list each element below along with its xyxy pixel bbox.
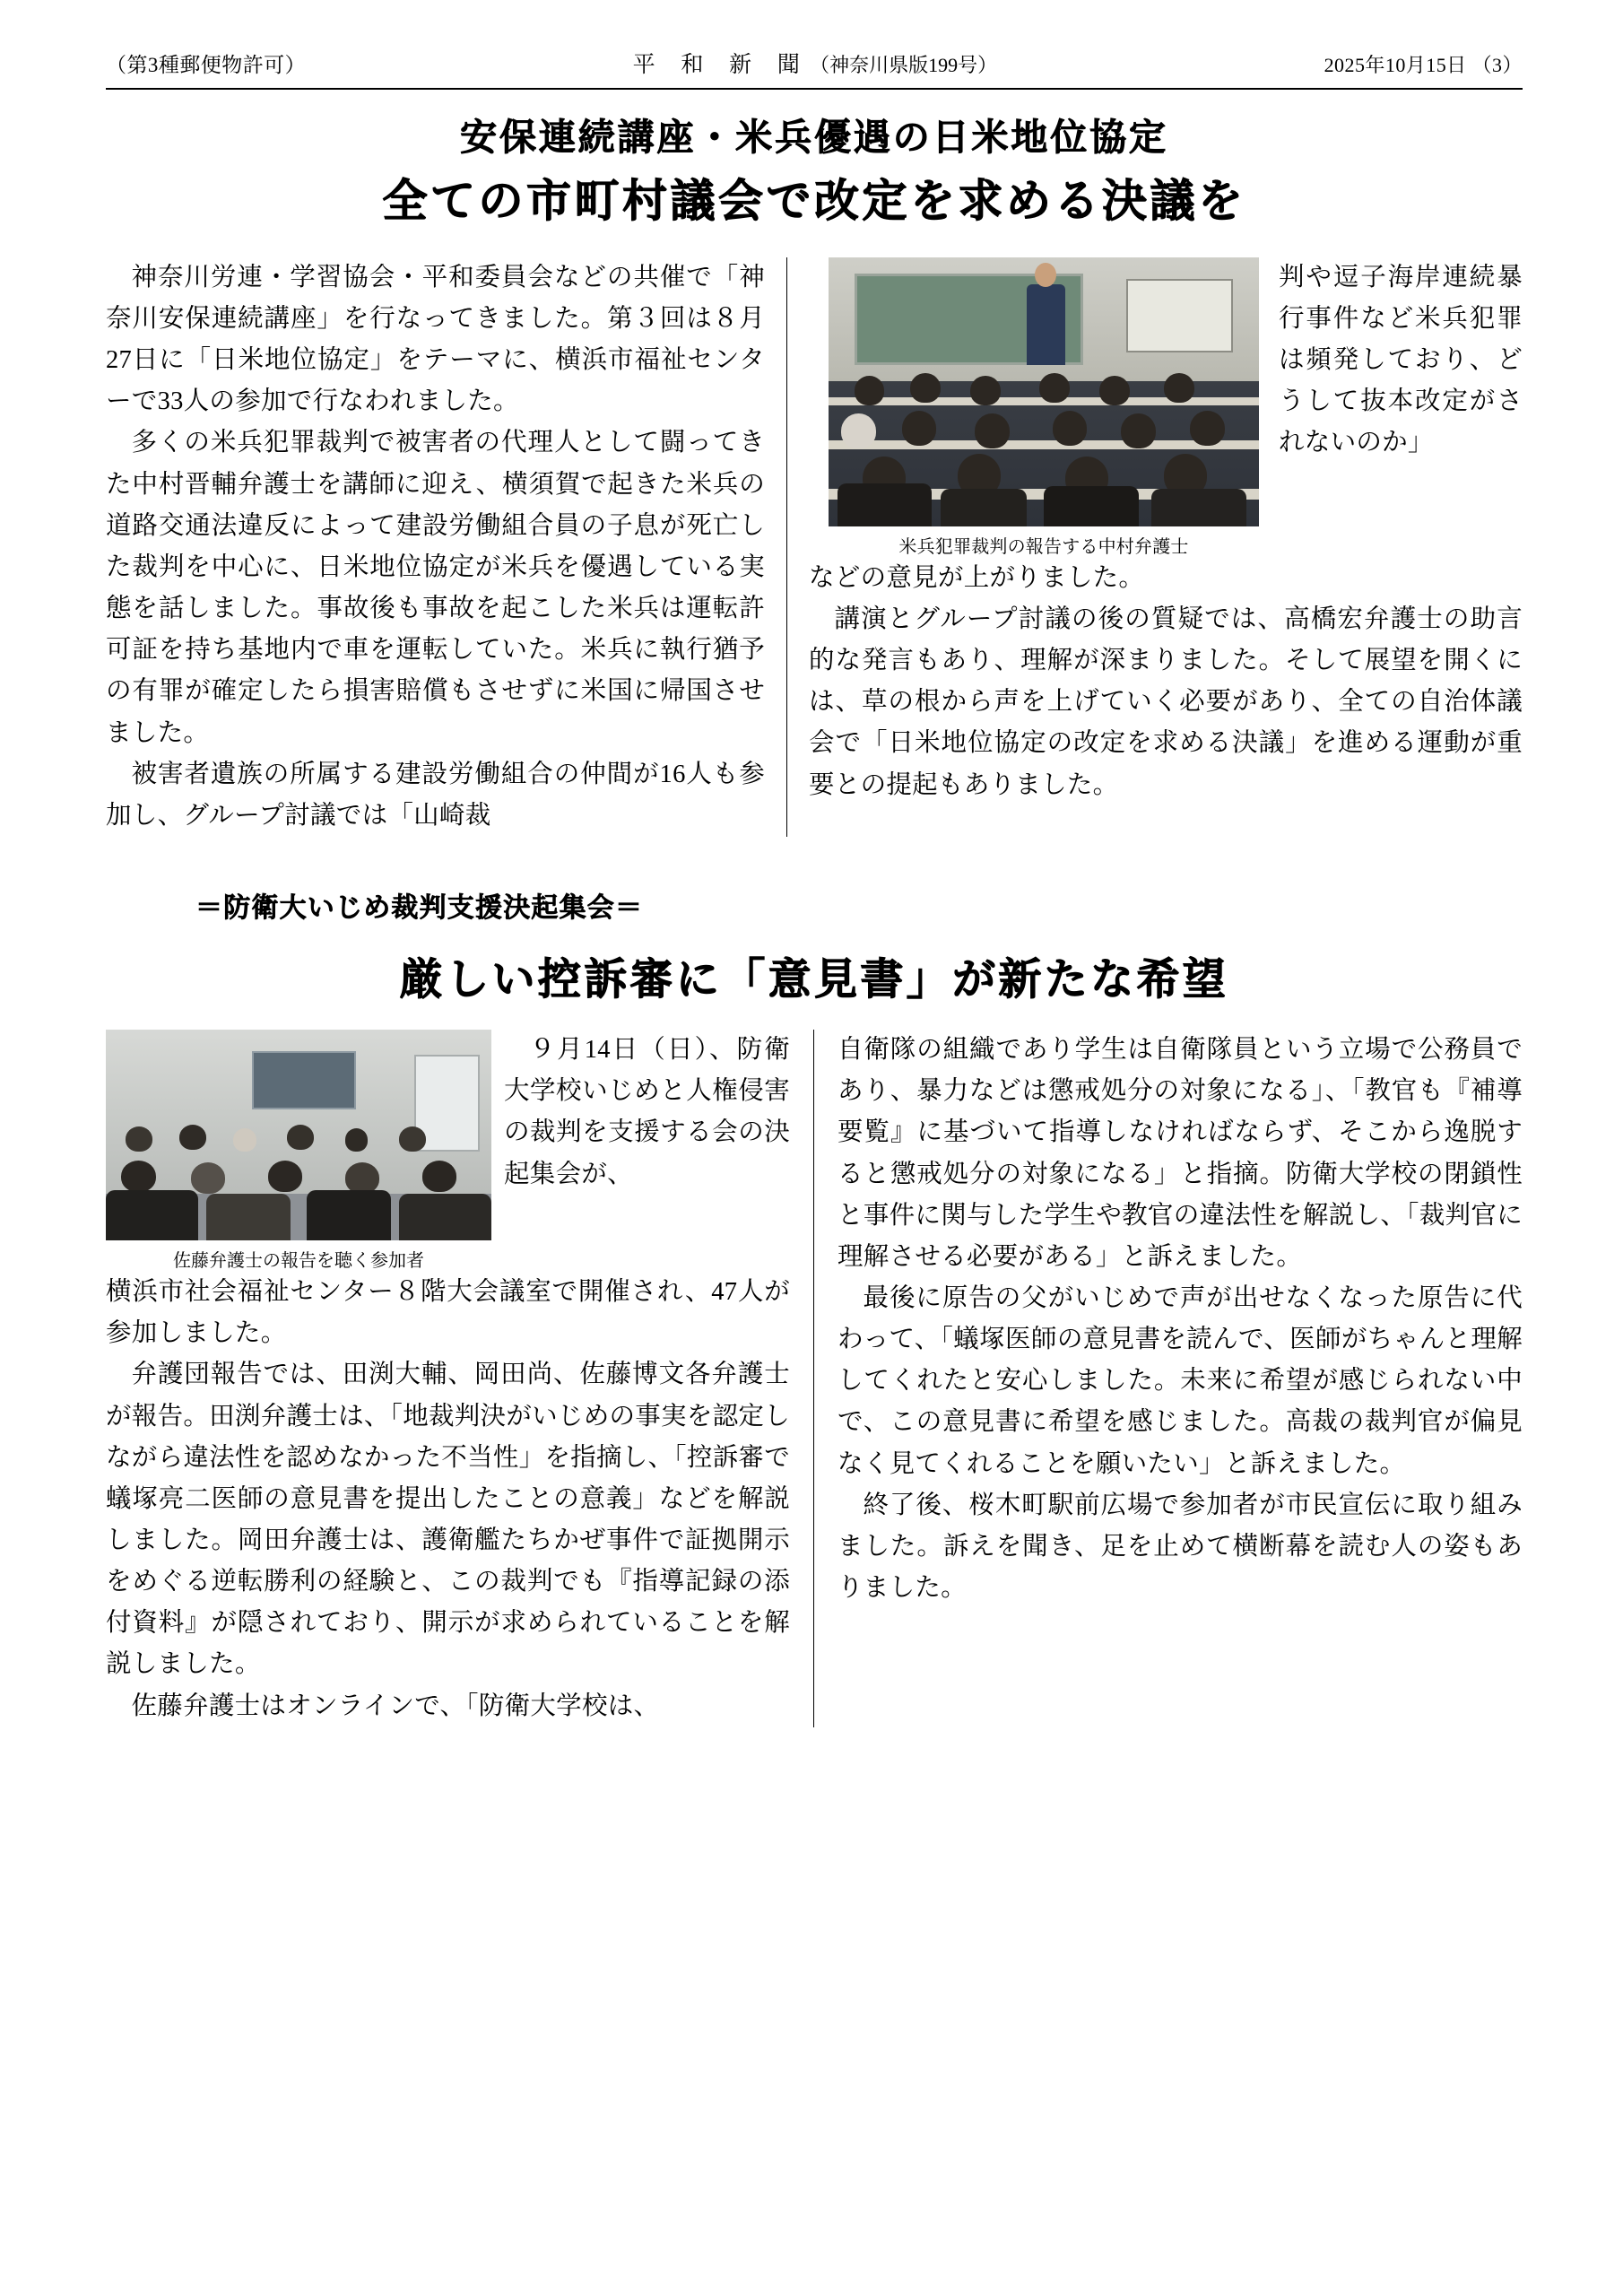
masthead-postal-note: （第3種郵便物許可） [106, 54, 307, 76]
article2-photo-block [106, 1030, 491, 1272]
article2-kicker: ＝防衛大いじめ裁判支援決起集会＝ [195, 892, 644, 925]
article1-headlines [106, 113, 1523, 232]
masthead-date-page: 2025年10月15日 （3） [1324, 54, 1523, 76]
masthead-center [633, 47, 998, 79]
article2 [106, 885, 1523, 1727]
article2-photo [106, 1030, 491, 1240]
article1-paragraph: 神奈川労連・学習協会・平和委員会などの共催で「神奈川安保連続講座」を行なってきました。第３回は８月27日に「日米地位協定」をテーマに、横浜市福祉センターで33人の参加で行なわれました。 [106, 263, 765, 416]
article1-paragraph: 被害者遺族の所属する建設労働組合の仲間が16人も参加し、グループ討議では「山崎裁 [106, 760, 765, 830]
article2-lead-text [491, 1030, 790, 1196]
article2-right-column [814, 1030, 1523, 1609]
article1-photo-caption: 米兵犯罪裁判の報告する中村弁護士 [898, 535, 1189, 557]
article1 [106, 257, 1523, 837]
article1-left-column [106, 257, 787, 837]
article1-right-column [787, 257, 1523, 806]
article1-sub-headline: 安保連続講座・米兵優遇の日米地位協定 [460, 116, 1168, 159]
masthead [106, 47, 1523, 86]
article2-paragraph: 弁護団報告では、田渕大輔、岡田尚、佐藤博文各弁護士が報告。田渕弁護士は、「地裁判決がいじめの事実を認定しながら違法性を認めなかった不当性」を指摘し、「控訴審で蟻塚亮二医師の意見書を提出したことの意義」などを解説しました。岡田弁護士は、護衛艦たちかぜ事件で証拠開示をめぐる逆転勝利の経験と、この裁判でも『指導記録の添付資料』が隠されており、開示が求められていることを解説しました。 [106, 1361, 790, 1679]
article2-main-headline: 厳しい控訴審に「意見書」が新たな希望 [399, 954, 1229, 1005]
newspaper-edition: （神奈川県版199号） [810, 54, 998, 76]
article1-photo [829, 257, 1259, 526]
article2-paragraph: 終了後、桜木町駅前広場で参加者が市民宣伝に取り組みました。訴えを聞き、足を止めて横断幕を読む人の姿もありました。 [838, 1491, 1523, 1603]
article1-photo-block [809, 257, 1273, 558]
article1-paragraph: などの意見が上がりました。 [809, 563, 1145, 592]
article1-photo-side-text [1273, 257, 1523, 465]
article1-paragraph: 判や逗子海岸連続暴行事件など米兵犯罪は頻発しており、どうして抜本改定がされないのか」 [1279, 263, 1523, 457]
article2-paragraph: 最後に原告の父がいじめで声が出せなくなった原告に代わって、「蟻塚医師の意見書を読んで、医師がちゃんと理解してくれたと安心しました。未来に希望が感じられない中で、この意見書に希望を感じました。高裁の裁判官が偏見なく見てくれることを願いたい」と訴えました。 [838, 1283, 1523, 1478]
article2-photo-caption: 佐藤弁護士の報告を聴く参加者 [173, 1249, 424, 1272]
article2-paragraph: 佐藤弁護士はオンラインで、「防衛大学校は、 [131, 1692, 660, 1720]
article1-paragraph: 講演とグループ討議の後の質疑では、高橋宏弁護士の助言的な発言もあり、理解が深まりました。そして展望を開くには、草の根から声を上げていく必要があり、全ての自治体議会で「日米地位協定の改定を求める決議」を進める運動が重要との提起もありました。 [809, 605, 1523, 799]
article1-paragraph: 多くの米兵犯罪裁判で被害者の代理人として闘ってきた中村晋輔弁護士を講師に迎え、横須賀で起きた米兵の道路交通法違反によって建設労働組合員の子息が死亡した裁判を中心に、日米地位協定が米兵を優遇している実態を話しました。事故後も事故を起こした米兵は運転許可証を持ち基地内で車を運転していた。米兵に執行猶予の有罪が確定したら損害賠償もさせずに米国に帰国させました。 [106, 429, 765, 747]
article2-left-column [106, 1030, 814, 1727]
masthead-rule [106, 88, 1523, 90]
article2-paragraph: 自衛隊の組織であり学生は自衛隊員という立場で公務員であり、暴力などは懲戒処分の対象になる」、「教官も『補導要覧』に基づいて指導しなければならず、そこから逸脱すると懲戒処分の対象になる」と指摘。防衛大学校の閉鎖性と事件に関与した学生や教官の違法性を解説し、「裁判官に理解させる必要がある」と訴えました。 [838, 1036, 1523, 1271]
article1-main-headline: 全ての市町村議会で改定を求める決議を [382, 175, 1246, 228]
newspaper-title: 平 和 新 聞 [632, 53, 811, 77]
article2-paragraph: 横浜市社会福祉センター８階大会議室で開催され、47人が参加しました。 [106, 1278, 790, 1348]
article2-paragraph: ９月14日（日）、防衛大学校いじめと人権侵害の裁判を支援する会の決起集会が、 [504, 1036, 790, 1188]
